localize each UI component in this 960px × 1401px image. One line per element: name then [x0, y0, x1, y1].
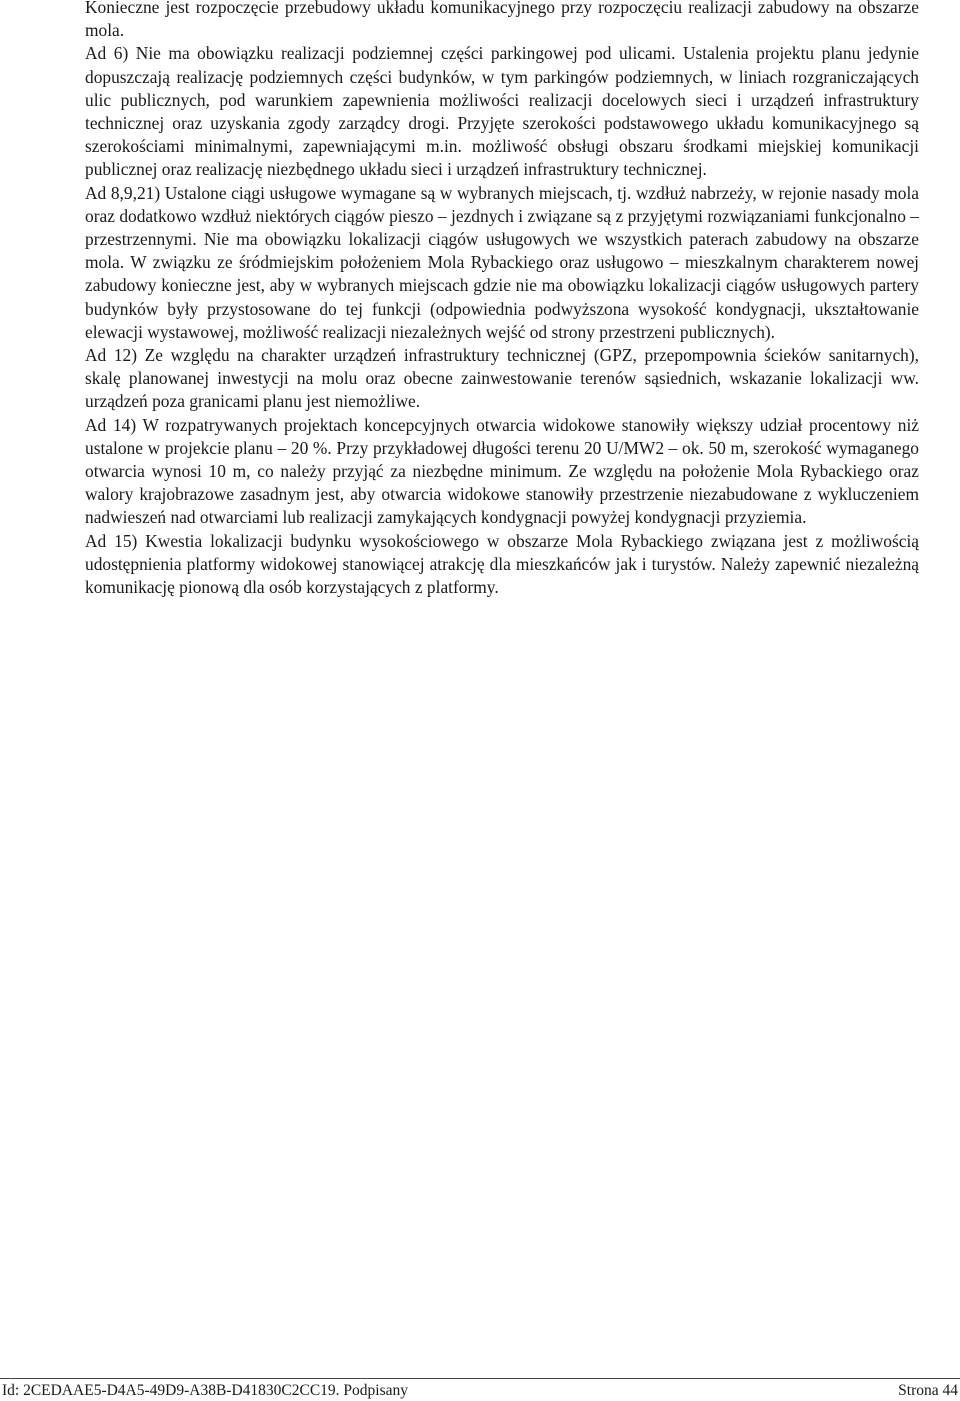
paragraph-1: Konieczne jest rozpoczęcie przebudowy układu komunikacyjnego przy rozpoczęciu realizacji zabudowy na obszarze mola.	[85, 0, 919, 41]
document-id: Id: 2CEDAAE5-D4A5-49D9-A38B-D41830C2CC19. Podpisany	[2, 1382, 409, 1399]
footer-divider	[0, 1378, 960, 1379]
paragraph-5: Ad 14) W rozpatrywanych projektach koncepcyjnych otwarcia widokowe stanowiły większy udział procentowy niż ustalone w projekcie planu – 20 %. Przy przykładowej długości terenu 20 U/MW2 – ok. 50 m, szerokość wymaganego otwarcia wynosi 10 m, co należy przyjąć za niezbędne minimum. Ze względu na położenie Mola Rybackiego oraz walory krajobrazowe zasadnym jest, aby otwarcia widokowe stanowiły przestrzenie niezabudowane z wykluczeniem nadwieszeń nad otwarciami lub realizacji zamykających kondygnacji powyżej kondygnacji przyziemia.	[85, 414, 919, 528]
paragraph-2: Ad 6) Nie ma obowiązku realizacji podziemnej części parkingowej pod ulicami. Ustalenia projektu planu jedynie dopuszczają realizację podziemnych części budynków, w tym parkingów podziemnych, w liniach rozgraniczających ulic publicznych, pod warunkiem zapewnienia możliwości realizacji docelowych sieci i urządzeń infrastruktury technicznej oraz uzyskania zgody zarządcy drogi. Przyjęte szerokości podstawowego układu komunikacyjnego są szerokościami minimalnymi, zapewniającymi m.in. możliwość obsługi obszaru środkami miejskiej komunikacji publicznej oraz realizację niezbędnego układu sieci i urządzeń infrastruktury technicznej.	[85, 43, 919, 180]
page-number: Strona 44	[898, 1382, 958, 1399]
document-body	[85, 0, 919, 599]
paragraph-3: Ad 8,9,21) Ustalone ciągi usługowe wymagane są w wybranych miejscach, tj. wzdłuż nabrzeży, w rejonie nasady mola oraz dodatkowo wzdłuż niektórych ciągów pieszo – jezdnych i związane są z przyjętymi rozwiązaniami funkcjonalno – przestrzennymi. Nie ma obowiązku lokalizacji ciągów usługowych we wszystkich paterach zabudowy na obszarze mola. W związku ze śródmiejskim położeniem Mola Rybackiego oraz usługowo – mieszkalnym charakterem nowej zabudowy konieczne jest, aby w wybranych miejscach gdzie nie ma obowiązku lokalizacji ciągów usługowych partery budynków były przystosowane do tej funkcji (odpowiednia podwyższona wysokość kondygnacji, ukształtowanie elewacji wystawowej, możliwość realizacji niezależnych wejść od strony przestrzeni publicznych).	[85, 182, 919, 342]
paragraph-6: Ad 15) Kwestia lokalizacji budynku wysokościowego w obszarze Mola Rybackiego związana jest z możliwością udostępnienia platformy widokowej stanowiącej atrakcję dla mieszkańców jak i turystów. Należy zapewnić niezależną komunikację pionową dla osób korzystających z platformy.	[85, 530, 919, 598]
paragraph-4: Ad 12) Ze względu na charakter urządzeń infrastruktury technicznej (GPZ, przepompownia ścieków sanitarnych), skalę planowanej inwestycji na molu oraz obecne zainwestowanie terenów sąsiednich, wskazanie lokalizacji ww. urządzeń poza granicami planu jest niemożliwe.	[85, 345, 919, 412]
